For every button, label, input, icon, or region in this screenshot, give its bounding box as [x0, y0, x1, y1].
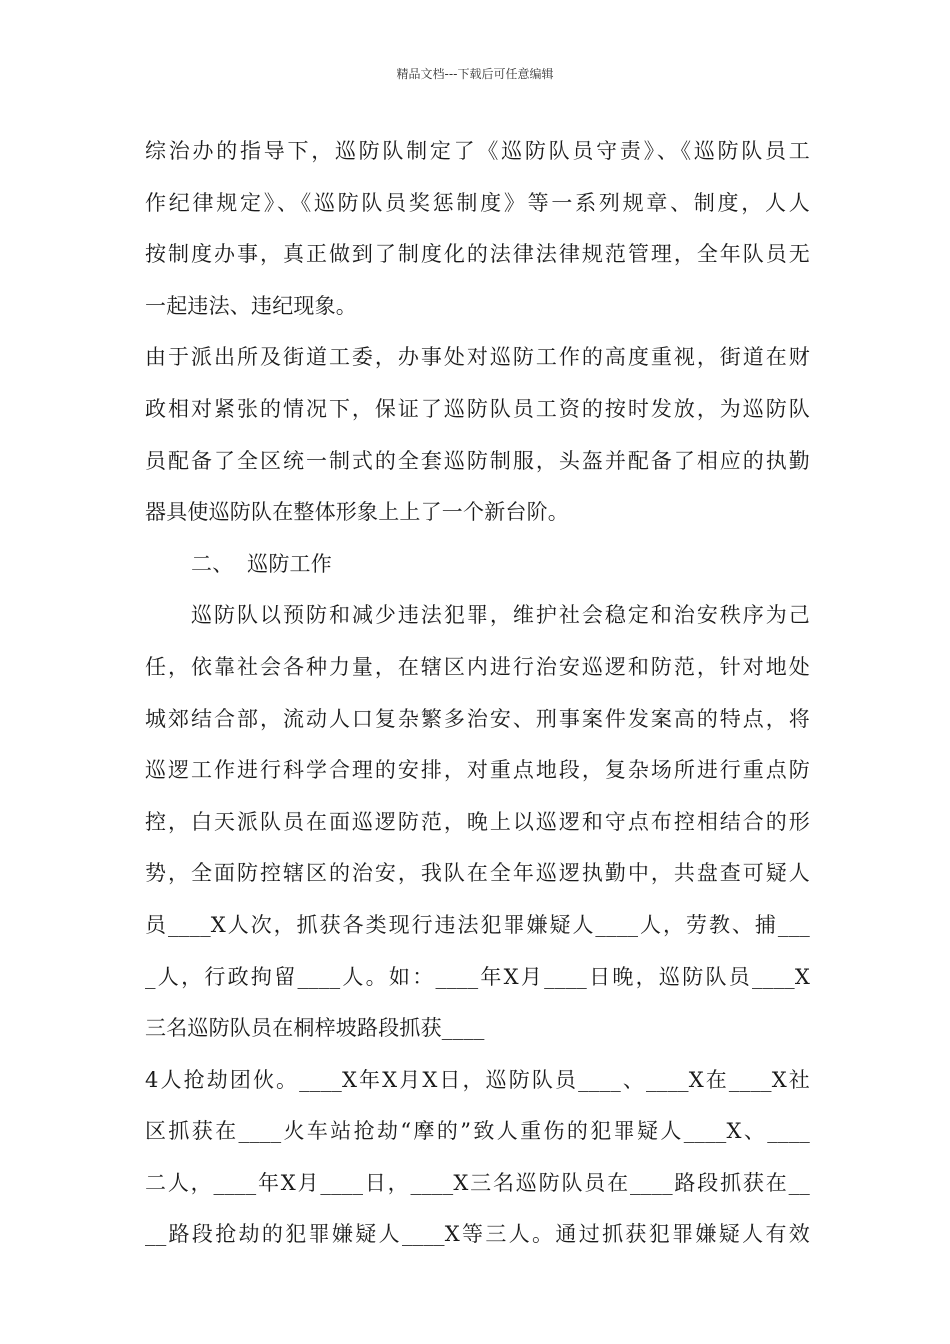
text-line: __路段抢劫的犯罪嫌疑人____X等三人。通过抓获犯罪嫌疑人有效: [145, 1222, 810, 1247]
text-line: 由于派出所及街道工委，办事处对巡防工作的高度重视，街道在财: [145, 345, 810, 370]
text-line: 员配备了全区统一制式的全套巡防制服，头盔并配备了相应的执勤: [145, 448, 810, 473]
text-line: 按制度办事，真正做到了制度化的法律法律规范管理，全年队员无: [145, 242, 810, 267]
text-line: 作纪律规定》、《巡防队员奖惩制度》等一系列规章、制度，人人: [145, 190, 810, 215]
text-line: 区抓获在____火车站抢劫“摩的”致人重伤的犯罪疑人____X、____: [145, 1119, 810, 1144]
section-heading: 二、 巡防工作: [191, 551, 332, 576]
text-line: 二人，____年X月____日，____X三名巡防队员在____路段抓获在__: [145, 1170, 810, 1195]
text-line: 器具使巡防队在整体形象上上了一个新台阶。: [145, 500, 569, 525]
text-line: 三名巡防队员在桐梓坡路段抓获____: [145, 1016, 485, 1041]
text-line: 政相对紧张的情况下，保证了巡防队员工资的按时发放，为巡防队: [145, 396, 810, 421]
text-line: 员____X人次，抓获各类现行违法犯罪嫌疑人____人，劳教、捕___: [145, 912, 810, 937]
text-line: _人，行政拘留____人。如：____年X月____日晚，巡防队员____X: [145, 964, 810, 989]
document-body: [145, 126, 810, 1261]
text-line: 势，全面防控辖区的治安，我队在全年巡逻执勤中，共盘查可疑人: [145, 861, 810, 886]
text-line: 城郊结合部，流动人口复杂繁多治安、刑事案件发案高的特点，将: [145, 706, 810, 731]
text-line: 控，白天派队员在面巡逻防范，晚上以巡逻和守点布控相结合的形: [145, 809, 810, 834]
text-line: 综治办的指导下，巡防队制定了《巡防队员守责》、《巡防队员工: [145, 139, 810, 163]
text-line: 巡逻工作进行科学合理的安排，对重点地段，复杂场所进行重点防: [145, 758, 810, 783]
text-line: 巡防队以预防和减少违法犯罪，维护社会稳定和治安秩序为己: [191, 603, 810, 628]
page-header: 精品文档---下载后可任意编辑: [396, 67, 554, 81]
text-line: 任，依靠社会各种力量，在辖区内进行治安巡逻和防范，针对地处: [145, 654, 810, 679]
text-line: 4人抢劫团伙。____X年X月X日，巡防队员____、____X在____X社: [145, 1067, 810, 1092]
text-line: 一起违法、违纪现象。: [145, 293, 357, 318]
